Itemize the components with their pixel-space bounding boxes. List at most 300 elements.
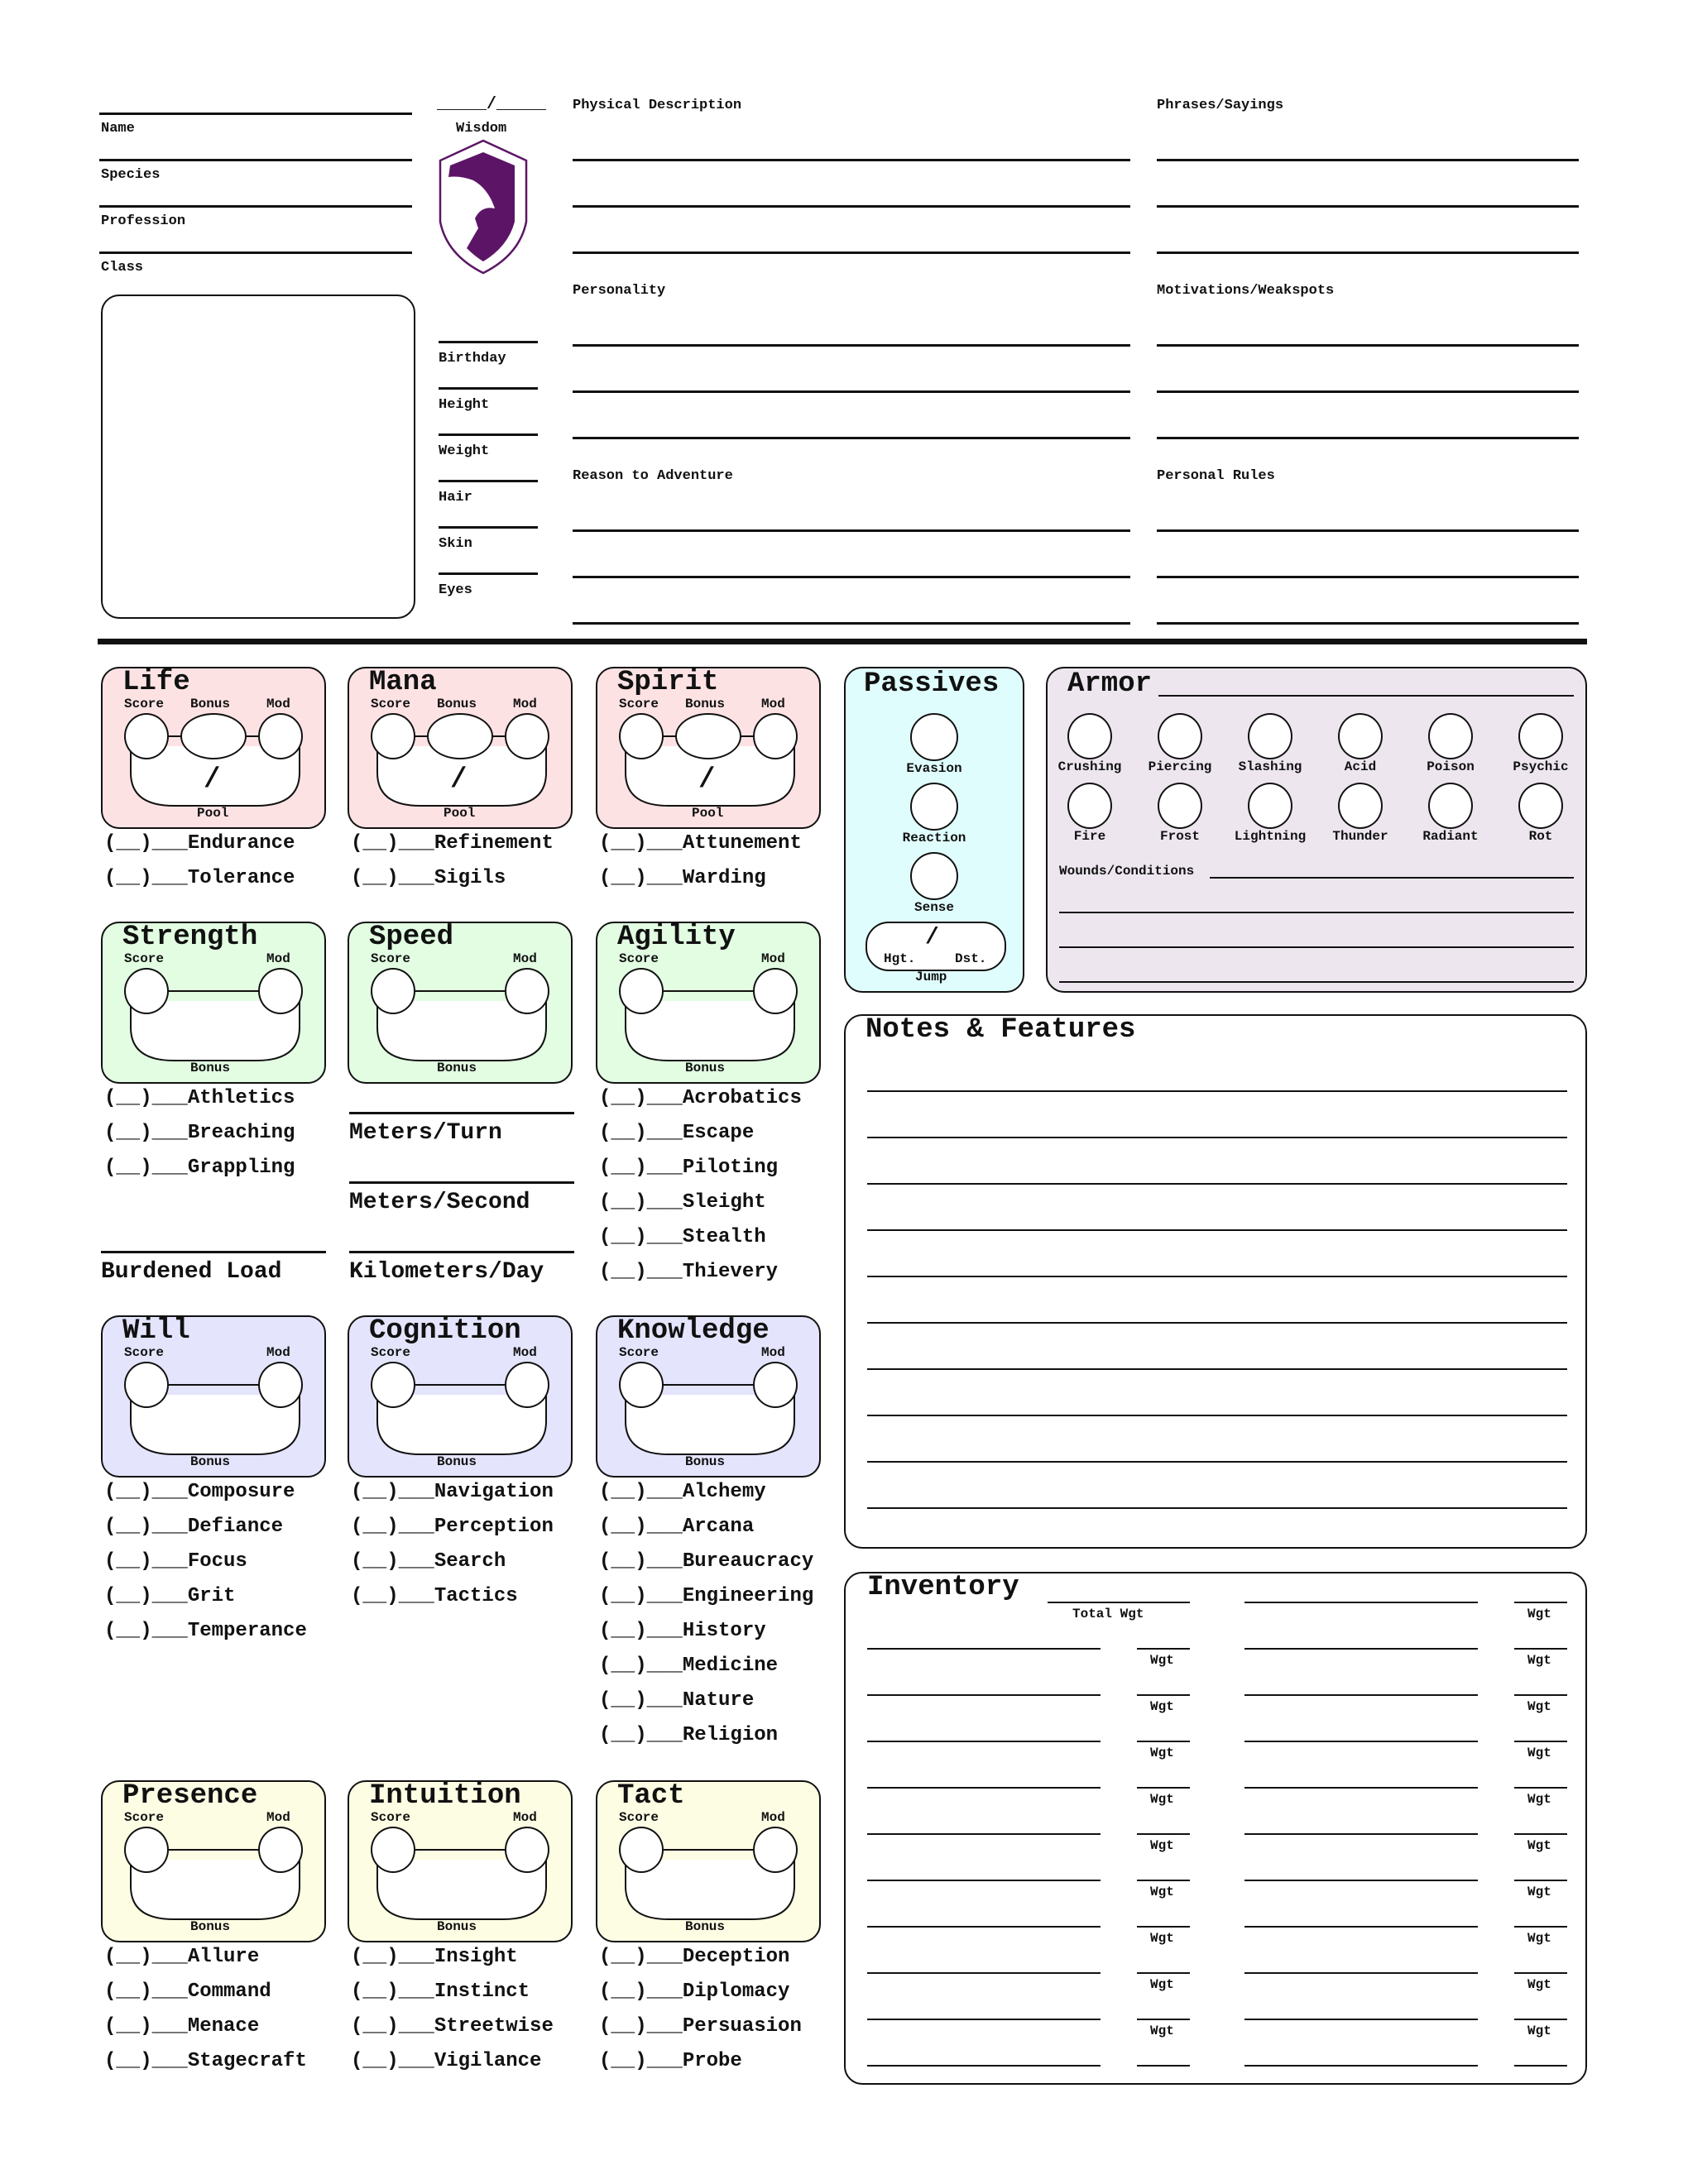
weight-label: Wgt bbox=[1527, 1838, 1551, 1853]
item-line[interactable] bbox=[867, 1926, 1101, 1928]
lightning-circle[interactable] bbox=[1248, 783, 1292, 829]
km-day-label: Kilometers/Day bbox=[349, 1259, 544, 1285]
bonus-label: Bonus bbox=[685, 697, 726, 711]
evasion-circle[interactable] bbox=[910, 713, 958, 761]
skill-row[interactable]: (__)___Search bbox=[351, 1550, 506, 1573]
fire-label: Fire bbox=[1073, 829, 1106, 844]
skill-row[interactable]: (__)___Insight bbox=[351, 1946, 518, 1968]
bonus-oval[interactable] bbox=[675, 713, 741, 759]
score-circle[interactable] bbox=[124, 1362, 169, 1408]
motivations-label: Motivations/Weakspots bbox=[1157, 283, 1335, 299]
eyes-label: Eyes bbox=[439, 582, 472, 598]
skill-row[interactable]: (__)___Perception bbox=[351, 1516, 554, 1538]
wounds-label: Wounds/Conditions bbox=[1059, 864, 1195, 879]
notes-line[interactable] bbox=[867, 1415, 1567, 1416]
psychic-label: Psychic bbox=[1513, 759, 1569, 774]
score-circle[interactable] bbox=[124, 1827, 169, 1873]
weight-line[interactable] bbox=[439, 433, 538, 436]
score-circle[interactable] bbox=[619, 713, 664, 759]
personality-line[interactable] bbox=[573, 344, 1130, 347]
bonus-label: Bonus bbox=[437, 1919, 477, 1934]
physical-description-line[interactable] bbox=[573, 205, 1130, 208]
skill-row[interactable]: (__)___Stagecraft bbox=[104, 2050, 307, 2072]
wisdom-label: Wisdom bbox=[456, 121, 507, 136]
bonus-label: Bonus bbox=[685, 1061, 726, 1075]
skill-row[interactable]: (__)___Medicine bbox=[599, 1655, 779, 1677]
rot-circle[interactable] bbox=[1518, 783, 1563, 829]
skill-row[interactable]: (__)___Warding bbox=[599, 867, 766, 889]
sense-label: Sense bbox=[914, 900, 954, 915]
attribute-title: Speed bbox=[369, 922, 454, 953]
attribute-title: Intuition bbox=[369, 1780, 521, 1812]
score-circle[interactable] bbox=[619, 1827, 664, 1873]
item-line[interactable] bbox=[1244, 1787, 1478, 1789]
item-weight-line[interactable] bbox=[1514, 2019, 1567, 2020]
bonus-label: Bonus bbox=[437, 697, 477, 711]
motivations-line[interactable] bbox=[1157, 344, 1579, 347]
armor-title: Armor bbox=[1067, 668, 1153, 700]
weight-label: Wgt bbox=[1150, 1931, 1174, 1946]
meters-turn-line[interactable] bbox=[349, 1112, 574, 1114]
skill-row[interactable]: (__)___Attunement bbox=[599, 832, 802, 855]
skill-row[interactable]: (__)___Probe bbox=[599, 2050, 742, 2072]
birthday-line[interactable] bbox=[439, 341, 538, 343]
weight-label: Wgt bbox=[1527, 2024, 1551, 2038]
weight-label: Wgt bbox=[1150, 1699, 1174, 1714]
pool-title: Spirit bbox=[617, 667, 719, 698]
pool-slash: / bbox=[698, 764, 716, 796]
item-line[interactable] bbox=[1244, 1880, 1478, 1881]
skill-row[interactable]: (__)___Streetwise bbox=[351, 2015, 554, 2038]
skill-row[interactable]: (__)___Religion bbox=[599, 1724, 779, 1746]
mod-circle[interactable] bbox=[753, 713, 798, 759]
section-divider bbox=[98, 639, 1587, 644]
profession-line[interactable] bbox=[99, 205, 412, 208]
item-weight-line[interactable] bbox=[1137, 2019, 1190, 2020]
item-line[interactable] bbox=[867, 1787, 1101, 1789]
weight-label: Wgt bbox=[1527, 1699, 1551, 1714]
skill-row[interactable]: (__)___Piloting bbox=[599, 1157, 779, 1179]
notes-line[interactable] bbox=[867, 1507, 1567, 1509]
mod-circle[interactable] bbox=[258, 1362, 303, 1408]
pool-title: Mana bbox=[369, 667, 437, 698]
meters-second-line[interactable] bbox=[349, 1181, 574, 1184]
height-line[interactable] bbox=[439, 387, 538, 390]
mod-circle[interactable] bbox=[753, 1827, 798, 1873]
crushing-label: Crushing bbox=[1057, 759, 1122, 774]
skill-row[interactable]: (__)___Composure bbox=[104, 1481, 295, 1503]
skill-row[interactable]: (__)___Navigation bbox=[351, 1481, 554, 1503]
skill-row[interactable]: (__)___Nature bbox=[599, 1689, 755, 1712]
phrases-line[interactable] bbox=[1157, 251, 1579, 254]
attribute-title: Tact bbox=[617, 1780, 685, 1812]
mod-circle[interactable] bbox=[258, 1827, 303, 1873]
bonus-label: Bonus bbox=[190, 1919, 231, 1934]
wounds-line[interactable] bbox=[1059, 912, 1574, 913]
skill-row[interactable]: (__)___Vigilance bbox=[351, 2050, 542, 2072]
mod-label: Mod bbox=[761, 1810, 785, 1825]
item-line[interactable] bbox=[1244, 1972, 1478, 1974]
weight-label: Wgt bbox=[1527, 1746, 1551, 1760]
score-circle[interactable] bbox=[371, 713, 415, 759]
mod-label: Mod bbox=[266, 1345, 290, 1360]
weight-label: Wgt bbox=[1527, 1977, 1551, 1992]
species-line[interactable] bbox=[99, 159, 412, 161]
physical-description-label: Physical Description bbox=[573, 98, 742, 113]
item-line[interactable] bbox=[867, 1648, 1101, 1650]
item-line[interactable] bbox=[1244, 1648, 1478, 1650]
attribute-title: Strength bbox=[122, 922, 258, 953]
skill-row[interactable]: (__)___Focus bbox=[104, 1550, 247, 1573]
mod-circle[interactable] bbox=[258, 713, 303, 759]
item-line[interactable] bbox=[867, 1880, 1101, 1881]
skill-row[interactable]: (__)___Grit bbox=[104, 1585, 236, 1607]
pool-slash: / bbox=[450, 764, 468, 796]
physical-description-line[interactable] bbox=[573, 159, 1130, 161]
bonus-oval[interactable] bbox=[427, 713, 493, 759]
rules-line[interactable] bbox=[1157, 529, 1579, 532]
rules-line[interactable] bbox=[1157, 622, 1579, 625]
bonus-label: Bonus bbox=[190, 697, 231, 711]
birthday-label: Birthday bbox=[439, 351, 506, 366]
notes-line[interactable] bbox=[867, 1090, 1567, 1092]
skill-row[interactable]: (__)___Deception bbox=[599, 1946, 790, 1968]
wisdom-value[interactable]: _____/_____ bbox=[437, 95, 547, 114]
mod-circle[interactable] bbox=[505, 1827, 549, 1873]
reaction-label: Reaction bbox=[902, 831, 966, 845]
item-weight-line[interactable] bbox=[1514, 1833, 1567, 1835]
skill-row[interactable]: (__)___Persuasion bbox=[599, 2015, 802, 2038]
bonus-label: Bonus bbox=[685, 1919, 726, 1934]
item-weight-line[interactable] bbox=[1514, 1648, 1567, 1650]
reason-line[interactable] bbox=[573, 529, 1130, 532]
crushing-circle[interactable] bbox=[1067, 713, 1112, 759]
slashing-circle[interactable] bbox=[1248, 713, 1292, 759]
score-circle[interactable] bbox=[371, 1362, 415, 1408]
mod-label: Mod bbox=[761, 1345, 785, 1360]
skin-line[interactable] bbox=[439, 526, 538, 529]
fire-circle[interactable] bbox=[1067, 783, 1112, 829]
skill-row[interactable]: (__)___Bureaucracy bbox=[599, 1550, 814, 1573]
radiant-circle[interactable] bbox=[1428, 783, 1473, 829]
score-label: Score bbox=[619, 697, 659, 711]
poison-label: Poison bbox=[1427, 759, 1475, 774]
attribute-title: Agility bbox=[617, 922, 736, 953]
bonus-oval[interactable] bbox=[180, 713, 247, 759]
item-line[interactable] bbox=[867, 2019, 1101, 2020]
item-weight-line[interactable] bbox=[1514, 1741, 1567, 1742]
item-line[interactable] bbox=[1244, 2019, 1478, 2020]
score-circle[interactable] bbox=[124, 968, 169, 1014]
reaction-circle[interactable] bbox=[910, 783, 958, 831]
skill-row[interactable]: (__)___History bbox=[599, 1620, 766, 1642]
notes-line[interactable] bbox=[867, 1229, 1567, 1231]
item-weight-line[interactable] bbox=[1514, 1602, 1567, 1603]
item-weight-line[interactable] bbox=[1137, 1926, 1190, 1928]
mod-circle[interactable] bbox=[753, 1362, 798, 1408]
mod-label: Mod bbox=[266, 697, 290, 711]
item-line[interactable] bbox=[1244, 1926, 1478, 1928]
bonus-label: Bonus bbox=[437, 1061, 477, 1075]
armor-name-line[interactable] bbox=[1158, 695, 1574, 697]
weight-label: Wgt bbox=[1527, 1931, 1551, 1946]
frost-circle[interactable] bbox=[1158, 783, 1202, 829]
skill-row[interactable]: (__)___Athletics bbox=[104, 1087, 295, 1109]
score-label: Score bbox=[371, 697, 411, 711]
wounds-line[interactable] bbox=[1059, 946, 1574, 948]
class-line[interactable] bbox=[99, 251, 412, 254]
notes-line[interactable] bbox=[867, 1368, 1567, 1370]
wounds-line[interactable] bbox=[1210, 877, 1574, 879]
meters-second-label: Meters/Second bbox=[349, 1190, 530, 1215]
rot-label: Rot bbox=[1528, 829, 1553, 844]
reason-line[interactable] bbox=[573, 576, 1130, 578]
notes-line[interactable] bbox=[867, 1461, 1567, 1463]
pool-slash: / bbox=[204, 764, 221, 796]
weight-label: Wgt bbox=[1527, 1607, 1551, 1621]
mod-label: Mod bbox=[761, 951, 785, 966]
skill-row[interactable]: (__)___Sleight bbox=[599, 1191, 766, 1214]
item-weight-line[interactable] bbox=[1137, 1972, 1190, 1974]
bonus-label: Bonus bbox=[685, 1454, 726, 1469]
score-circle[interactable] bbox=[371, 968, 415, 1014]
skill-row[interactable]: (__)___Command bbox=[104, 1980, 271, 2003]
notes-line[interactable] bbox=[867, 1276, 1567, 1277]
item-line[interactable] bbox=[1244, 1694, 1478, 1696]
skill-row[interactable]: (__)___Menace bbox=[104, 2015, 260, 2038]
weight-label: Wgt bbox=[1150, 1746, 1174, 1760]
acid-circle[interactable] bbox=[1338, 713, 1383, 759]
item-line[interactable] bbox=[1244, 1833, 1478, 1835]
phrases-sayings-label: Phrases/Sayings bbox=[1157, 98, 1284, 113]
score-label: Score bbox=[619, 951, 659, 966]
skill-row[interactable]: (__)___Engineering bbox=[599, 1585, 814, 1607]
mod-circle[interactable] bbox=[505, 968, 549, 1014]
mod-circle[interactable] bbox=[505, 1362, 549, 1408]
skill-row[interactable]: (__)___Defiance bbox=[104, 1516, 284, 1538]
piercing-circle[interactable] bbox=[1158, 713, 1202, 759]
weight-label: Wgt bbox=[1150, 1838, 1174, 1853]
weight-label: Wgt bbox=[1150, 1977, 1174, 1992]
item-weight-line[interactable] bbox=[1137, 1880, 1190, 1881]
evasion-label: Evasion bbox=[906, 761, 962, 776]
mod-label: Mod bbox=[266, 951, 290, 966]
reason-line[interactable] bbox=[573, 622, 1130, 625]
km-day-line[interactable] bbox=[349, 1251, 574, 1253]
name-line[interactable] bbox=[99, 113, 412, 115]
sense-circle[interactable] bbox=[910, 852, 958, 900]
phrases-line[interactable] bbox=[1157, 205, 1579, 208]
rules-line[interactable] bbox=[1157, 576, 1579, 578]
skill-row[interactable]: (__)___Alchemy bbox=[599, 1481, 766, 1503]
skill-row[interactable]: (__)___Diplomacy bbox=[599, 1980, 790, 2003]
skill-row[interactable]: (__)___Temperance bbox=[104, 1620, 307, 1642]
skill-row[interactable]: (__)___Escape bbox=[599, 1122, 755, 1144]
item-line[interactable] bbox=[867, 2065, 1101, 2067]
bonus-label: Bonus bbox=[437, 1454, 477, 1469]
item-weight-line[interactable] bbox=[1137, 2065, 1190, 2067]
jump-distance-label: Dst. bbox=[955, 951, 987, 966]
motivations-line[interactable] bbox=[1157, 437, 1579, 439]
weight-label: Wgt bbox=[1150, 1792, 1174, 1807]
item-line[interactable] bbox=[1244, 1602, 1478, 1603]
score-circle[interactable] bbox=[619, 968, 664, 1014]
notes-line[interactable] bbox=[867, 1183, 1567, 1185]
height-label: Height bbox=[439, 397, 490, 413]
skin-label: Skin bbox=[439, 536, 472, 552]
item-weight-line[interactable] bbox=[1137, 1741, 1190, 1742]
score-circle[interactable] bbox=[371, 1827, 415, 1873]
inventory-title: Inventory bbox=[867, 1572, 1019, 1603]
pool-label: Pool bbox=[692, 806, 724, 821]
attribute-title: Presence bbox=[122, 1780, 258, 1812]
jump-height-label: Hgt. bbox=[884, 951, 916, 966]
skill-row[interactable]: (__)___Refinement bbox=[351, 832, 554, 855]
skill-row[interactable]: (__)___Thievery bbox=[599, 1261, 779, 1283]
weight-label: Wgt bbox=[1527, 1792, 1551, 1807]
item-weight-line[interactable] bbox=[1137, 1648, 1190, 1650]
radiant-label: Radiant bbox=[1422, 829, 1479, 844]
profession-label: Profession bbox=[101, 213, 186, 229]
weight-label: Wgt bbox=[1150, 1885, 1174, 1899]
item-line[interactable] bbox=[867, 1694, 1101, 1696]
item-weight-line[interactable] bbox=[1514, 1972, 1567, 1974]
personality-label: Personality bbox=[573, 283, 666, 299]
skill-row[interactable]: (__)___Sigils bbox=[351, 867, 506, 889]
score-label: Score bbox=[371, 1345, 411, 1360]
item-line[interactable] bbox=[867, 1833, 1101, 1835]
item-weight-line[interactable] bbox=[1137, 1833, 1190, 1835]
item-weight-line[interactable] bbox=[1514, 1694, 1567, 1696]
passives-title: Passives bbox=[864, 668, 1000, 700]
hair-label: Hair bbox=[439, 490, 472, 505]
eyes-line[interactable] bbox=[439, 572, 538, 575]
mod-circle[interactable] bbox=[258, 968, 303, 1014]
item-line[interactable] bbox=[1244, 2065, 1478, 2067]
skill-row[interactable]: (__)___Tactics bbox=[351, 1585, 518, 1607]
mod-label: Mod bbox=[513, 1810, 537, 1825]
item-line[interactable] bbox=[867, 1741, 1101, 1742]
item-weight-line[interactable] bbox=[1514, 1926, 1567, 1928]
wounds-line[interactable] bbox=[1059, 981, 1574, 983]
weight-label: Wgt bbox=[1527, 1885, 1551, 1899]
thunder-circle[interactable] bbox=[1338, 783, 1383, 829]
attribute-title: Will bbox=[122, 1315, 190, 1347]
motivations-line[interactable] bbox=[1157, 390, 1579, 393]
weight-label: Wgt bbox=[1150, 2024, 1174, 2038]
score-label: Score bbox=[124, 697, 165, 711]
item-weight-line[interactable] bbox=[1137, 1694, 1190, 1696]
bonus-label: Bonus bbox=[190, 1061, 231, 1075]
score-label: Score bbox=[619, 1810, 659, 1825]
score-label: Score bbox=[371, 1810, 411, 1825]
bonus-label: Bonus bbox=[190, 1454, 231, 1469]
portrait-frame[interactable] bbox=[101, 295, 415, 619]
phrases-line[interactable] bbox=[1157, 159, 1579, 161]
name-label: Name bbox=[101, 121, 135, 136]
mod-circle[interactable] bbox=[753, 968, 798, 1014]
skill-row[interactable]: (__)___Grappling bbox=[104, 1157, 295, 1179]
skill-row[interactable]: (__)___Breaching bbox=[104, 1122, 295, 1144]
skill-row[interactable]: (__)___Instinct bbox=[351, 1980, 530, 2003]
total-weight-label: Total Wgt bbox=[1072, 1607, 1144, 1621]
class-label: Class bbox=[101, 260, 144, 275]
score-label: Score bbox=[124, 1345, 165, 1360]
item-line[interactable] bbox=[867, 1972, 1101, 1974]
item-weight-line[interactable] bbox=[1514, 2065, 1567, 2067]
slashing-label: Slashing bbox=[1238, 759, 1302, 774]
total-weight-line[interactable] bbox=[1048, 1602, 1190, 1603]
jump-label: Jump bbox=[915, 970, 947, 984]
piercing-label: Piercing bbox=[1148, 759, 1212, 774]
species-label: Species bbox=[101, 167, 161, 183]
score-label: Score bbox=[124, 1810, 165, 1825]
lightning-label: Lightning bbox=[1234, 829, 1307, 844]
mod-label: Mod bbox=[513, 951, 537, 966]
personality-line[interactable] bbox=[573, 390, 1130, 393]
mod-circle[interactable] bbox=[505, 713, 549, 759]
item-weight-line[interactable] bbox=[1514, 1880, 1567, 1881]
weight-label: Weight bbox=[439, 443, 490, 459]
weight-label: Wgt bbox=[1527, 1653, 1551, 1668]
attribute-title: Knowledge bbox=[617, 1315, 770, 1347]
raven-shield-icon bbox=[437, 139, 530, 275]
skill-row[interactable]: (__)___Acrobatics bbox=[599, 1087, 802, 1109]
weight-label: Wgt bbox=[1150, 1653, 1174, 1668]
attribute-title: Cognition bbox=[369, 1315, 521, 1347]
item-line[interactable] bbox=[1244, 1741, 1478, 1742]
burdened-load-line[interactable] bbox=[101, 1251, 326, 1253]
pool-title: Life bbox=[122, 667, 190, 698]
mod-label: Mod bbox=[761, 697, 785, 711]
frost-label: Frost bbox=[1159, 829, 1200, 844]
item-weight-line[interactable] bbox=[1137, 1787, 1190, 1789]
jump-slash: / bbox=[925, 925, 939, 951]
notes-title: Notes & Features bbox=[866, 1014, 1136, 1046]
score-circle[interactable] bbox=[619, 1362, 664, 1408]
skill-row[interactable]: (__)___Stealth bbox=[599, 1226, 766, 1248]
notes-line[interactable] bbox=[867, 1137, 1567, 1138]
score-circle[interactable] bbox=[124, 713, 169, 759]
mod-label: Mod bbox=[513, 1345, 537, 1360]
mod-label: Mod bbox=[266, 1810, 290, 1825]
hair-line[interactable] bbox=[439, 480, 538, 482]
mod-label: Mod bbox=[513, 697, 537, 711]
score-label: Score bbox=[124, 951, 165, 966]
personal-rules-label: Personal Rules bbox=[1157, 468, 1275, 484]
psychic-circle[interactable] bbox=[1518, 713, 1563, 759]
pool-label: Pool bbox=[444, 806, 476, 821]
pool-label: Pool bbox=[197, 806, 229, 821]
notes-box bbox=[844, 1014, 1587, 1549]
acid-label: Acid bbox=[1344, 759, 1377, 774]
thunder-label: Thunder bbox=[1332, 829, 1388, 844]
score-label: Score bbox=[619, 1345, 659, 1360]
skill-row[interactable]: (__)___Arcana bbox=[599, 1516, 755, 1538]
reason-label: Reason to Adventure bbox=[573, 468, 733, 484]
skill-row[interactable]: (__)___Allure bbox=[104, 1946, 260, 1968]
skill-row[interactable]: (__)___Tolerance bbox=[104, 867, 295, 889]
notes-line[interactable] bbox=[867, 1322, 1567, 1324]
meters-turn-label: Meters/Turn bbox=[349, 1120, 502, 1146]
poison-circle[interactable] bbox=[1428, 713, 1473, 759]
burdened-load-label: Burdened Load bbox=[101, 1259, 282, 1285]
score-label: Score bbox=[371, 951, 411, 966]
item-weight-line[interactable] bbox=[1514, 1787, 1567, 1789]
skill-row[interactable]: (__)___Endurance bbox=[104, 832, 295, 855]
personality-line[interactable] bbox=[573, 437, 1130, 439]
physical-description-line[interactable] bbox=[573, 251, 1130, 254]
